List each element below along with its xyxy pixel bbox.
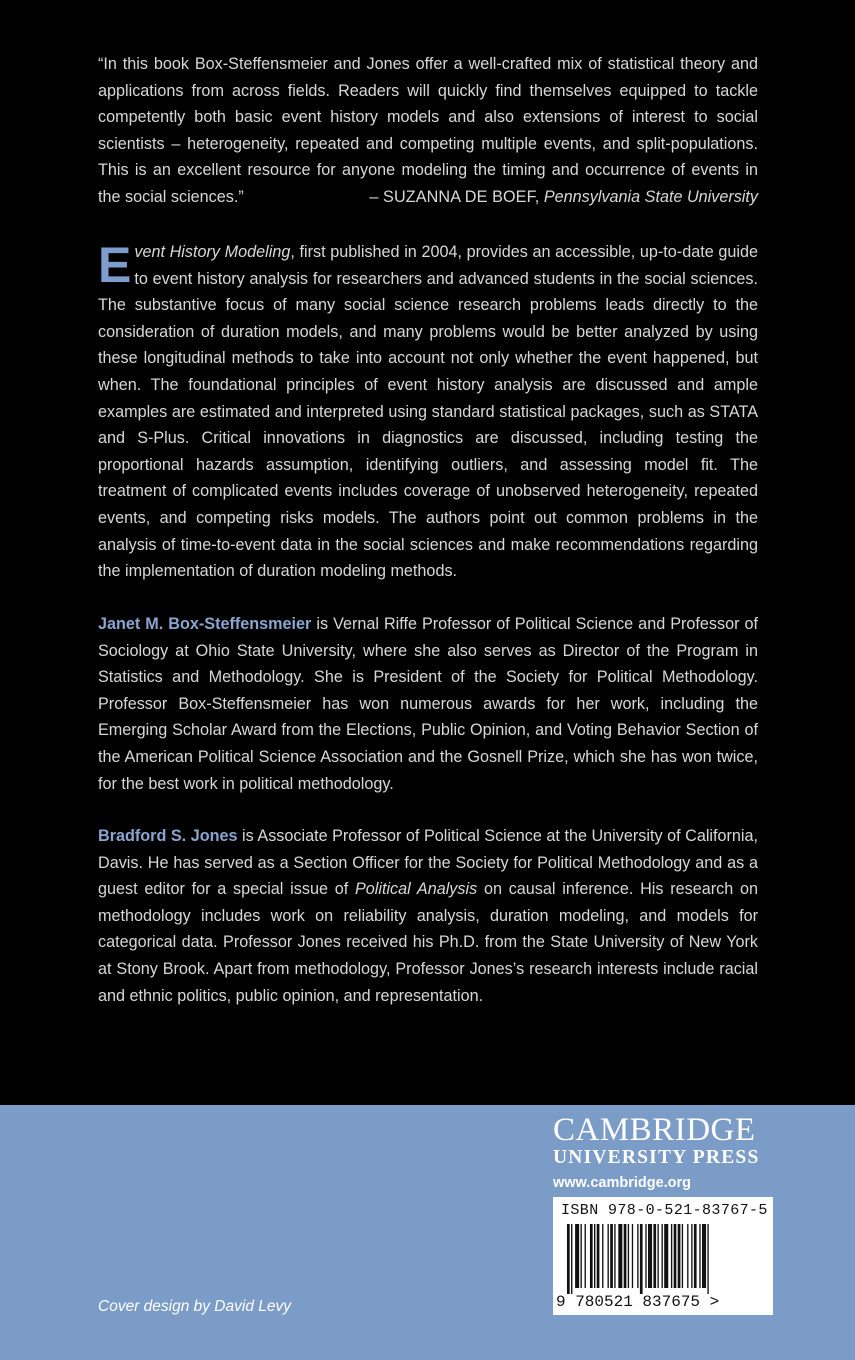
cover-credit: Cover design by David Levy [98, 1298, 291, 1315]
publisher-name: CAMBRIDGE [553, 1112, 756, 1148]
barcode-bar [608, 1224, 609, 1288]
barcode-bar [645, 1224, 646, 1288]
drop-cap: E [98, 237, 132, 293]
author-name-2: Bradford S. Jones [98, 827, 238, 845]
barcode-bar [624, 1224, 627, 1288]
barcode-bar [662, 1224, 663, 1288]
barcode-bar [653, 1224, 656, 1288]
barcode-bar [682, 1224, 683, 1288]
book-description [98, 239, 758, 585]
barcode-bar [674, 1224, 677, 1288]
publisher-url: www.cambridge.org [553, 1175, 692, 1191]
barcode-bar [614, 1224, 615, 1288]
barcode-box [553, 1197, 773, 1315]
quote-attribution [369, 184, 758, 211]
barcode-bar [694, 1224, 697, 1288]
book-title: vent History Modeling [134, 243, 291, 261]
barcode-bar [618, 1224, 622, 1288]
author-bio-text-2a: is Associate Professor of Political Science at the University of California, Davis. He has served as a Section Officer for the Society for Political Methodology and as a guest editor for a special issue of [98, 827, 759, 899]
barcode-bar [640, 1224, 643, 1294]
barcode-bar [575, 1224, 579, 1288]
barcode-digits: 9 780521 837675 > [556, 1293, 720, 1311]
barcode-bar [648, 1224, 652, 1288]
barcode-bar [691, 1224, 692, 1288]
barcode-bars [567, 1224, 759, 1294]
barcode-bar [571, 1224, 572, 1294]
barcode-bar [610, 1224, 613, 1288]
journal-title: Political Analysis [354, 880, 478, 899]
barcode-bar [657, 1224, 658, 1288]
author-name-1: Janet M. Box-Steffensmeier [98, 615, 312, 633]
barcode-bar [699, 1224, 700, 1288]
publisher-subtitle: UNIVERSITY PRESS [553, 1147, 760, 1168]
quote-text: “In this book Box-Steffensmeier and Jones offer a well-crafted mix of statistical theory and applications from across fields. Readers will quickly find themselves equipped to tackle competently both basic event history models and also extensions of interest to social scientists – heterogeneity, repeated and competing multiple events, and split-populations. This is an excellent resource for anyone modeling the timing and occurrence of events in the social sciences.” [98, 55, 758, 206]
quote-author: – SUZANNA DE BOEF, [369, 187, 540, 206]
barcode-bar [602, 1224, 603, 1288]
barcode-bar [702, 1224, 706, 1288]
author-bio-2 [98, 823, 758, 1009]
barcode-bar [632, 1224, 633, 1288]
author-bio-text-2b: on causal inference. His research on methodology includes work on reliability analysis, duration modeling, and models for categorical data. Professor Jones received his Ph.D. from the State University of New York at Stony Brook. Apart from methodology, Professor Jones’s research interests include racial and ethnic politics, public opinion, and representation. [98, 880, 758, 1005]
description-text: , first published in 2004, provides an accessible, up-to-date guide to event history analysis for researchers and advanced students in the social sciences. The substantive focus of many social science research problems leads directly to the consideration of duration models, and many problems would be better analyzed by using these longitudinal methods to take into account not only whether the event happened, but when. The foundational principles of event history analysis are discussed and ample examples are estimated and interpreted using standard statistical packages, such as STATA and S-Plus. Critical innovations in diagnostics are discussed, including testing the proportional hazards assumption, identifying outliers, and assessing model fit. The treatment of complicated events includes coverage of unobserved heterogeneity, repeated events, and competing risks models. The authors point out common problems in the analysis of time-to-event data in the social sciences and make recommendations regarding the implementation of duration modeling methods. [98, 243, 758, 581]
barcode-bar [637, 1224, 638, 1288]
barcode-bar [590, 1224, 593, 1288]
barcode-bar [707, 1224, 708, 1294]
barcode-bar [594, 1224, 595, 1288]
barcode-bar [671, 1224, 672, 1288]
barcode-bar [581, 1224, 582, 1288]
endorsement-quote [98, 51, 758, 211]
quote-affiliation: Pennsylvania State University [543, 187, 758, 206]
isbn-label: ISBN 978-0-521-83767-5 [561, 1202, 768, 1219]
publisher-logo [553, 1113, 775, 1195]
author-bio-text-1: is Vernal Riffe Professor of Political Science and Professor of Sociology at Ohio State University, where she also serves as Director of the Program in Statistics and Methodology. She is President of the Society for Political Methodology. Professor Box-Steffensmeier has won numerous awards for her work, including the Emerging Scholar Award from the Elections, Public Opinion, and Voting Behavior Section of the American Political Science Association and the Gosnell Prize, which she has won twice, for the best work in political methodology. [98, 615, 758, 793]
barcode-bar [687, 1224, 688, 1288]
barcode-bar [567, 1224, 570, 1294]
barcode-bar [678, 1224, 681, 1288]
author-bio-1 [98, 611, 758, 797]
barcode-bar [585, 1224, 586, 1288]
barcode-bar [664, 1224, 668, 1288]
barcode-bar [628, 1224, 629, 1288]
barcode-bar [597, 1224, 600, 1288]
